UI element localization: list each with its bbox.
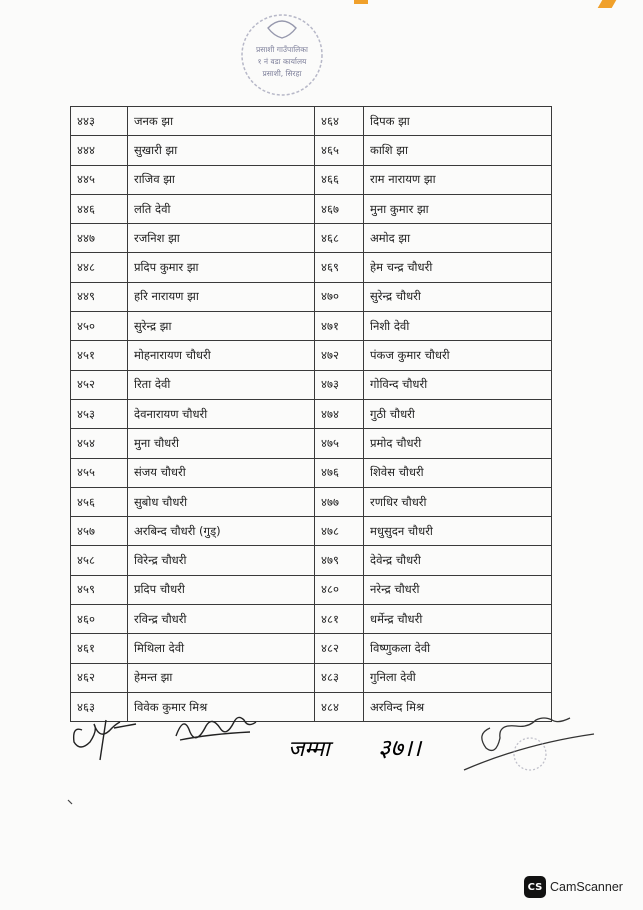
name-right: देवेन्द्र चौधरी xyxy=(364,546,552,575)
name-left: सुखारी झा xyxy=(128,136,315,165)
serial-number-right: ४८३ xyxy=(315,663,364,692)
table-row xyxy=(71,634,552,663)
serial-number-right: ४७९ xyxy=(315,546,364,575)
scan-corner-mark xyxy=(354,0,368,4)
serial-number-left: ४४६ xyxy=(71,194,128,223)
office-stamp xyxy=(238,12,326,98)
table-row xyxy=(71,399,552,428)
camscanner-label: CamScanner xyxy=(550,880,623,894)
signature-2 xyxy=(176,717,256,740)
name-left: मोहनारायण चौधरी xyxy=(128,341,315,370)
serial-number-left: ४५७ xyxy=(71,517,128,546)
name-left: सुबोध चौधरी xyxy=(128,487,315,516)
name-right: काशि झा xyxy=(364,136,552,165)
serial-number-right: ४८४ xyxy=(315,692,364,721)
table-row xyxy=(71,605,552,634)
serial-number-right: ४७३ xyxy=(315,370,364,399)
name-left: प्रदिप कुमार झा xyxy=(128,253,315,282)
serial-number-right: ४६८ xyxy=(315,224,364,253)
name-left: हरि नारायण झा xyxy=(128,282,315,311)
camscanner-badge xyxy=(524,876,623,898)
name-right: मधुसुदन चौधरी xyxy=(364,517,552,546)
name-right: हेम चन्द्र चौधरी xyxy=(364,253,552,282)
name-right: अरविन्द मिश्र xyxy=(364,692,552,721)
name-list-table xyxy=(70,106,552,722)
serial-number-right: ४८० xyxy=(315,575,364,604)
serial-number-left: ४६१ xyxy=(71,634,128,663)
name-left: प्रदिप चौधरी xyxy=(128,575,315,604)
serial-number-left: ४६३ xyxy=(71,692,128,721)
table-row xyxy=(71,253,552,282)
serial-number-left: ४४७ xyxy=(71,224,128,253)
name-right: प्रमोद चौधरी xyxy=(364,429,552,458)
table-row xyxy=(71,487,552,516)
serial-number-right: ४८२ xyxy=(315,634,364,663)
serial-number-left: ४५४ xyxy=(71,429,128,458)
name-left: रजनिश झा xyxy=(128,224,315,253)
name-left: सुरेन्द्र झा xyxy=(128,312,315,341)
table-row xyxy=(71,282,552,311)
total-count: ३७।। xyxy=(378,734,422,762)
serial-number-right: ४७४ xyxy=(315,399,364,428)
name-left: राजिव झा xyxy=(128,165,315,194)
serial-number-left: ४६२ xyxy=(71,663,128,692)
serial-number-left: ४५६ xyxy=(71,487,128,516)
name-right: निशी देवी xyxy=(364,312,552,341)
stamp-line3: प्रसाशी, सिरहा xyxy=(262,69,302,78)
signatures-area xyxy=(60,700,600,820)
name-right: दिपक झा xyxy=(364,107,552,136)
name-list-body xyxy=(71,107,552,722)
table-row xyxy=(71,458,552,487)
table-row xyxy=(71,341,552,370)
name-right: मुना कुमार झा xyxy=(364,194,552,223)
signature-3 xyxy=(464,718,594,770)
name-right: सुरेन्द्र चौधरी xyxy=(364,282,552,311)
serial-number-right: ४७५ xyxy=(315,429,364,458)
name-right: नरेन्द्र चौधरी xyxy=(364,575,552,604)
name-left: देवनारायण चौधरी xyxy=(128,399,315,428)
name-left: रिता देवी xyxy=(128,370,315,399)
name-left: मिथिला देवी xyxy=(128,634,315,663)
name-left: अरबिन्द चौधरी (गुड्) xyxy=(128,517,315,546)
name-right: राम नारायण झा xyxy=(364,165,552,194)
serial-number-left: ४४३ xyxy=(71,107,128,136)
serial-number-left: ४६० xyxy=(71,605,128,634)
table-row xyxy=(71,107,552,136)
serial-number-left: ४५९ xyxy=(71,575,128,604)
scan-corner-mark-right xyxy=(598,0,617,8)
serial-number-right: ४७१ xyxy=(315,312,364,341)
camscanner-logo-icon: CS xyxy=(524,876,546,898)
name-left: मुना चौधरी xyxy=(128,429,315,458)
serial-number-left: ४४५ xyxy=(71,165,128,194)
name-right: गुठी चौधरी xyxy=(364,399,552,428)
name-right: गोविन्द चौधरी xyxy=(364,370,552,399)
stamp-line1: प्रसाशी गाउँपालिका xyxy=(256,45,308,54)
serial-number-left: ४५५ xyxy=(71,458,128,487)
name-right: अमोद झा xyxy=(364,224,552,253)
name-right: विष्णुकला देवी xyxy=(364,634,552,663)
name-right: रणधिर चौधरी xyxy=(364,487,552,516)
serial-number-left: ४५३ xyxy=(71,399,128,428)
name-right: गुनिला देवी xyxy=(364,663,552,692)
serial-number-right: ४७८ xyxy=(315,517,364,546)
serial-number-right: ४६४ xyxy=(315,107,364,136)
serial-number-right: ४६९ xyxy=(315,253,364,282)
table-row xyxy=(71,194,552,223)
serial-number-right: ४८१ xyxy=(315,605,364,634)
serial-number-left: ४५८ xyxy=(71,546,128,575)
name-left: रविन्द्र चौधरी xyxy=(128,605,315,634)
name-right: धर्मेन्द्र चौधरी xyxy=(364,605,552,634)
name-left: विरेन्द्र चौधरी xyxy=(128,546,315,575)
serial-number-left: ४५० xyxy=(71,312,128,341)
stamp-line2: १ नं वडा कार्यालय xyxy=(257,57,307,66)
name-right: शिवेस चौधरी xyxy=(364,458,552,487)
table-row xyxy=(71,429,552,458)
serial-number-right: ४६७ xyxy=(315,194,364,223)
table-row xyxy=(71,312,552,341)
serial-number-left: ४४९ xyxy=(71,282,128,311)
name-left: जनक झा xyxy=(128,107,315,136)
table-row xyxy=(71,224,552,253)
table-row xyxy=(71,136,552,165)
serial-number-left: ४५१ xyxy=(71,341,128,370)
serial-number-right: ४७२ xyxy=(315,341,364,370)
name-left: संजय चौधरी xyxy=(128,458,315,487)
serial-number-right: ४७६ xyxy=(315,458,364,487)
name-left: विवेक कुमार मिश्र xyxy=(128,692,315,721)
serial-number-left: ४४८ xyxy=(71,253,128,282)
serial-number-right: ४७७ xyxy=(315,487,364,516)
total-label: जम्मा xyxy=(288,737,330,762)
table-row xyxy=(71,517,552,546)
name-left: लति देवी xyxy=(128,194,315,223)
serial-number-right: ४७० xyxy=(315,282,364,311)
table-row xyxy=(71,165,552,194)
table-row xyxy=(71,575,552,604)
name-right: पंकज कुमार चौधरी xyxy=(364,341,552,370)
signature-1 xyxy=(74,720,136,760)
serial-number-left: ४४४ xyxy=(71,136,128,165)
serial-number-left: ४५२ xyxy=(71,370,128,399)
table-row xyxy=(71,370,552,399)
serial-number-right: ४६५ xyxy=(315,136,364,165)
name-left: हेमन्त झा xyxy=(128,663,315,692)
serial-number-right: ४६६ xyxy=(315,165,364,194)
table-row xyxy=(71,546,552,575)
table-row xyxy=(71,663,552,692)
